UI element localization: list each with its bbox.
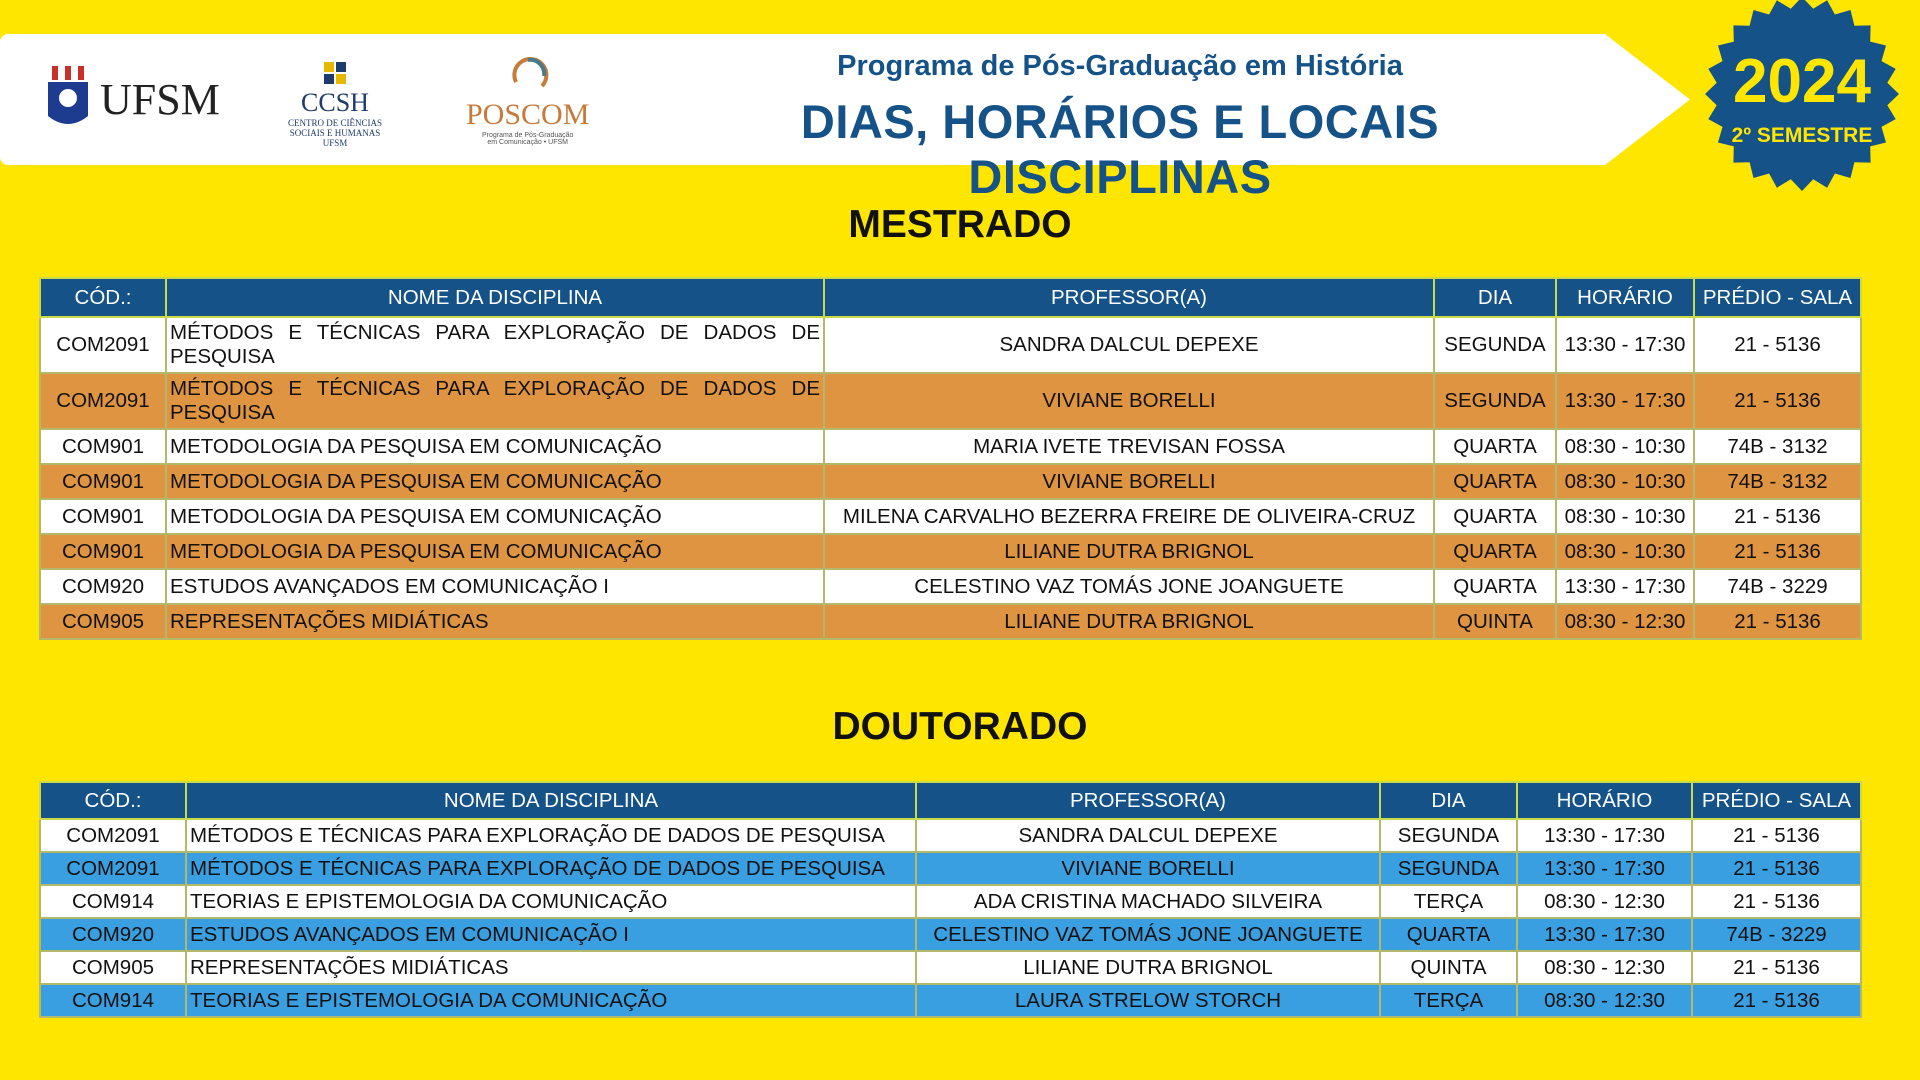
ccsh-logo: CCSH CENTRO DE CIÊNCIAS SOCIAIS E HUMANAS UFSM bbox=[280, 58, 390, 148]
time-cell: 08:30 - 12:30 bbox=[1517, 984, 1692, 1017]
day-cell: SEGUNDA bbox=[1434, 317, 1556, 373]
column-header-time: HORÁRIO bbox=[1517, 782, 1692, 819]
table-header-row bbox=[40, 278, 1861, 317]
course-name-cell: METODOLOGIA DA PESQUISA EM COMUNICAÇÃO bbox=[166, 464, 824, 499]
professor-cell: SANDRA DALCUL DEPEXE bbox=[824, 317, 1434, 373]
room-cell: 74B - 3229 bbox=[1692, 918, 1861, 951]
professor-cell: ADA CRISTINA MACHADO SILVEIRA bbox=[916, 885, 1380, 918]
code-cell: COM901 bbox=[40, 534, 166, 569]
table-row bbox=[40, 951, 1861, 984]
ufsm-crest-icon bbox=[46, 66, 90, 132]
poscom-logo: POSCOM Programa de Pós-Graduação em Comunicação • UFSM bbox=[466, 52, 589, 146]
table-row bbox=[40, 604, 1861, 639]
table-row bbox=[40, 852, 1861, 885]
time-cell: 08:30 - 10:30 bbox=[1556, 429, 1694, 464]
professor-cell: VIVIANE BORELLI bbox=[824, 373, 1434, 429]
day-cell: TERÇA bbox=[1380, 984, 1517, 1017]
table-row bbox=[40, 885, 1861, 918]
room-cell: 21 - 5136 bbox=[1692, 885, 1861, 918]
code-cell: COM914 bbox=[40, 885, 186, 918]
room-cell: 21 - 5136 bbox=[1692, 852, 1861, 885]
badge-year: 2024 bbox=[1733, 47, 1871, 116]
column-header-time: HORÁRIO bbox=[1556, 278, 1694, 317]
code-cell: COM920 bbox=[40, 918, 186, 951]
time-cell: 08:30 - 10:30 bbox=[1556, 534, 1694, 569]
column-header-code: CÓD.: bbox=[40, 782, 186, 819]
ccsh-mark-icon bbox=[320, 58, 350, 88]
code-cell: COM905 bbox=[40, 604, 166, 639]
time-cell: 13:30 - 17:30 bbox=[1556, 317, 1694, 373]
day-cell: QUINTA bbox=[1380, 951, 1517, 984]
table-row bbox=[40, 984, 1861, 1017]
semester-badge bbox=[1704, 0, 1900, 192]
program-subtitle: Programa de Pós-Graduação em História bbox=[837, 50, 1403, 82]
poscom-ring-icon bbox=[498, 52, 558, 98]
time-cell: 13:30 - 17:30 bbox=[1517, 918, 1692, 951]
code-cell: COM2091 bbox=[40, 317, 166, 373]
table-row bbox=[40, 429, 1861, 464]
professor-cell: MILENA CARVALHO BEZERRA FREIRE DE OLIVEIRA-CRUZ bbox=[824, 499, 1434, 534]
time-cell: 08:30 - 12:30 bbox=[1517, 951, 1692, 984]
room-cell: 21 - 5136 bbox=[1694, 534, 1861, 569]
day-cell: QUARTA bbox=[1380, 918, 1517, 951]
day-cell: QUARTA bbox=[1434, 569, 1556, 604]
room-cell: 74B - 3132 bbox=[1694, 429, 1861, 464]
day-cell: SEGUNDA bbox=[1380, 852, 1517, 885]
course-name-cell: METODOLOGIA DA PESQUISA EM COMUNICAÇÃO bbox=[166, 534, 824, 569]
room-cell: 21 - 5136 bbox=[1692, 951, 1861, 984]
room-cell: 74B - 3229 bbox=[1694, 569, 1861, 604]
day-cell: QUINTA bbox=[1434, 604, 1556, 639]
code-cell: COM914 bbox=[40, 984, 186, 1017]
time-cell: 08:30 - 10:30 bbox=[1556, 499, 1694, 534]
doutorado-table bbox=[39, 781, 1862, 1018]
professor-cell: SANDRA DALCUL DEPEXE bbox=[916, 819, 1380, 852]
room-cell: 21 - 5136 bbox=[1692, 984, 1861, 1017]
professor-cell: CELESTINO VAZ TOMÁS JONE JOANGUETE bbox=[916, 918, 1380, 951]
time-cell: 08:30 - 12:30 bbox=[1517, 885, 1692, 918]
column-header-course-name: NOME DA DISCIPLINA bbox=[166, 278, 824, 317]
time-cell: 13:30 - 17:30 bbox=[1556, 569, 1694, 604]
code-cell: COM920 bbox=[40, 569, 166, 604]
course-name-cell: TEORIAS E EPISTEMOLOGIA DA COMUNICAÇÃO bbox=[186, 984, 916, 1017]
code-cell: COM901 bbox=[40, 464, 166, 499]
column-header-professor: PROFESSOR(A) bbox=[916, 782, 1380, 819]
column-header-day: DIA bbox=[1380, 782, 1517, 819]
professor-cell: LILIANE DUTRA BRIGNOL bbox=[824, 604, 1434, 639]
room-cell: 21 - 5136 bbox=[1694, 604, 1861, 639]
badge-semester: 2º SEMESTRE bbox=[1731, 124, 1873, 147]
table-row bbox=[40, 819, 1861, 852]
time-cell: 08:30 - 12:30 bbox=[1556, 604, 1694, 639]
course-name-cell: MÉTODOS E TÉCNICAS PARA EXPLORAÇÃO DE DADOS DE PESQUISA bbox=[166, 317, 824, 373]
course-name-cell: METODOLOGIA DA PESQUISA EM COMUNICAÇÃO bbox=[166, 499, 824, 534]
course-name-cell: ESTUDOS AVANÇADOS EM COMUNICAÇÃO I bbox=[186, 918, 916, 951]
day-cell: QUARTA bbox=[1434, 464, 1556, 499]
time-cell: 13:30 - 17:30 bbox=[1517, 852, 1692, 885]
table-row bbox=[40, 317, 1861, 373]
time-cell: 13:30 - 17:30 bbox=[1556, 373, 1694, 429]
course-name-cell: MÉTODOS E TÉCNICAS PARA EXPLORAÇÃO DE DADOS DE PESQUISA bbox=[166, 373, 824, 429]
professor-cell: MARIA IVETE TREVISAN FOSSA bbox=[824, 429, 1434, 464]
column-header-room: PRÉDIO - SALA bbox=[1692, 782, 1861, 819]
mestrado-heading: MESTRADO bbox=[848, 203, 1072, 246]
course-name-cell: MÉTODOS E TÉCNICAS PARA EXPLORAÇÃO DE DADOS DE PESQUISA bbox=[186, 819, 916, 852]
code-cell: COM2091 bbox=[40, 852, 186, 885]
column-header-code: CÓD.: bbox=[40, 278, 166, 317]
time-cell: 13:30 - 17:30 bbox=[1517, 819, 1692, 852]
day-cell: QUARTA bbox=[1434, 534, 1556, 569]
course-name-cell: TEORIAS E EPISTEMOLOGIA DA COMUNICAÇÃO bbox=[186, 885, 916, 918]
code-cell: COM901 bbox=[40, 429, 166, 464]
day-cell: SEGUNDA bbox=[1434, 373, 1556, 429]
column-header-course-name: NOME DA DISCIPLINA bbox=[186, 782, 916, 819]
room-cell: 21 - 5136 bbox=[1694, 373, 1861, 429]
day-cell: QUARTA bbox=[1434, 429, 1556, 464]
professor-cell: CELESTINO VAZ TOMÁS JONE JOANGUETE bbox=[824, 569, 1434, 604]
room-cell: 21 - 5136 bbox=[1692, 819, 1861, 852]
doutorado-heading: DOUTORADO bbox=[832, 705, 1088, 748]
day-cell: QUARTA bbox=[1434, 499, 1556, 534]
table-row bbox=[40, 464, 1861, 499]
column-header-day: DIA bbox=[1434, 278, 1556, 317]
column-header-professor: PROFESSOR(A) bbox=[824, 278, 1434, 317]
code-cell: COM2091 bbox=[40, 373, 166, 429]
table-row bbox=[40, 499, 1861, 534]
code-cell: COM2091 bbox=[40, 819, 186, 852]
ufsm-logo: UFSM bbox=[46, 66, 220, 132]
mestrado-table bbox=[39, 277, 1862, 640]
room-cell: 74B - 3132 bbox=[1694, 464, 1861, 499]
course-name-cell: REPRESENTAÇÕES MIDIÁTICAS bbox=[166, 604, 824, 639]
day-cell: TERÇA bbox=[1380, 885, 1517, 918]
page-title: DIAS, HORÁRIOS E LOCAIS DISCIPLINAS bbox=[800, 95, 1440, 203]
code-cell: COM905 bbox=[40, 951, 186, 984]
professor-cell: LILIANE DUTRA BRIGNOL bbox=[916, 951, 1380, 984]
code-cell: COM901 bbox=[40, 499, 166, 534]
table-header-row bbox=[40, 782, 1861, 819]
time-cell: 08:30 - 10:30 bbox=[1556, 464, 1694, 499]
day-cell: SEGUNDA bbox=[1380, 819, 1517, 852]
course-name-cell: ESTUDOS AVANÇADOS EM COMUNICAÇÃO I bbox=[166, 569, 824, 604]
table-row bbox=[40, 569, 1861, 604]
room-cell: 21 - 5136 bbox=[1694, 317, 1861, 373]
course-name-cell: MÉTODOS E TÉCNICAS PARA EXPLORAÇÃO DE DADOS DE PESQUISA bbox=[186, 852, 916, 885]
column-header-room: PRÉDIO - SALA bbox=[1694, 278, 1861, 317]
table-row bbox=[40, 918, 1861, 951]
table-row bbox=[40, 373, 1861, 429]
professor-cell: VIVIANE BORELLI bbox=[824, 464, 1434, 499]
professor-cell: LILIANE DUTRA BRIGNOL bbox=[824, 534, 1434, 569]
course-name-cell: METODOLOGIA DA PESQUISA EM COMUNICAÇÃO bbox=[166, 429, 824, 464]
professor-cell: VIVIANE BORELLI bbox=[916, 852, 1380, 885]
room-cell: 21 - 5136 bbox=[1694, 499, 1861, 534]
professor-cell: LAURA STRELOW STORCH bbox=[916, 984, 1380, 1017]
table-row bbox=[40, 534, 1861, 569]
course-name-cell: REPRESENTAÇÕES MIDIÁTICAS bbox=[186, 951, 916, 984]
